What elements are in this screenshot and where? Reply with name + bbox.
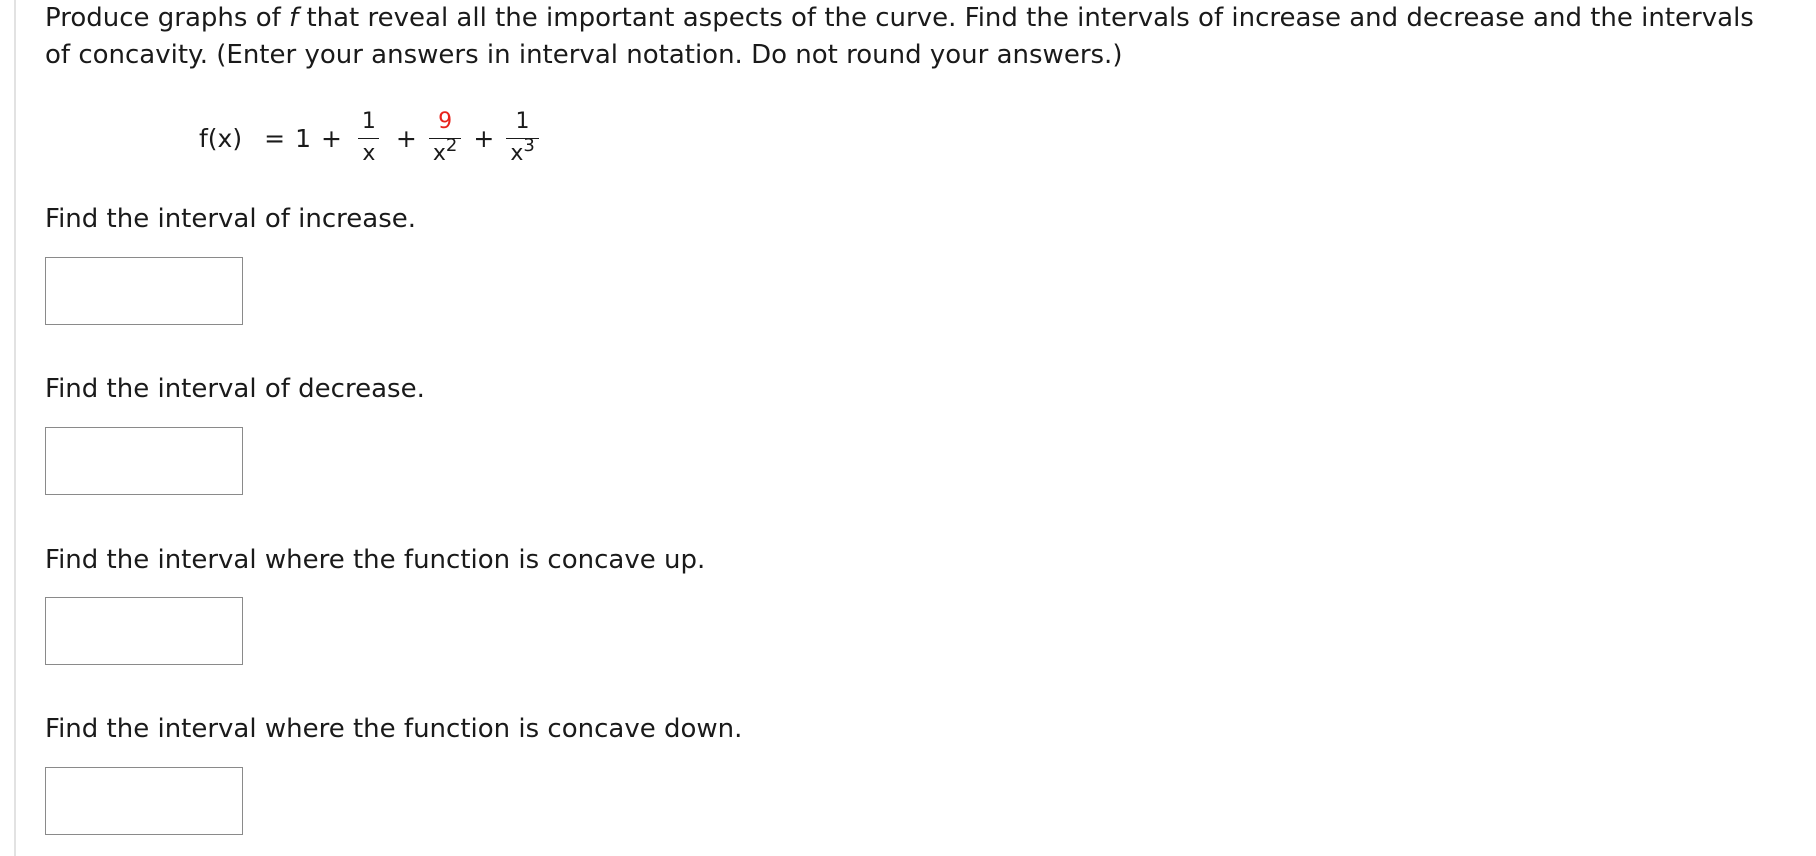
formula-plus: + (395, 123, 417, 153)
term-3-base: x (510, 141, 524, 166)
term-1-denominator (358, 138, 379, 167)
formula-plus: + (473, 123, 495, 153)
concave-down-question-label: Find the interval where the function is concave down. (45, 714, 743, 744)
formula-term-2 (427, 109, 463, 167)
decrease-answer-input[interactable] (45, 427, 243, 495)
term-3-numerator: 1 (515, 109, 530, 134)
concave-up-answer-input[interactable] (45, 597, 243, 665)
concave-down-answer-input[interactable] (45, 767, 243, 835)
decrease-question-label: Find the interval of decrease. (45, 374, 425, 404)
term-2-denominator (429, 135, 461, 167)
prompt-text-end: that reveal all the important aspects of the curve. Find the intervals of increase and decrease and the intervals of concavity. (Enter your answers in interval notation. Do not round your answers.) (45, 3, 1754, 70)
increase-answer-input[interactable] (45, 257, 243, 325)
increase-question-label: Find the interval of increase. (45, 204, 417, 234)
term-1-numerator: 1 (361, 109, 376, 134)
formula-plus: + (320, 123, 342, 153)
term-2-numerator: 9 (438, 109, 453, 134)
prompt-text-start: Produce graphs of (45, 3, 290, 33)
formula-lhs: f(x) (199, 123, 243, 153)
formula-constant: 1 (295, 123, 311, 153)
question-prompt (45, 0, 1785, 74)
prompt-function-variable: f (289, 3, 299, 33)
term-3-exponent: 3 (523, 135, 535, 156)
formula-equals: = (264, 123, 286, 153)
term-2-base: x (432, 141, 446, 166)
formula-term-3 (504, 109, 540, 167)
left-margin-rule (14, 0, 16, 856)
term-2-exponent: 2 (445, 135, 458, 156)
term-1-base: x (362, 141, 376, 166)
function-formula (199, 98, 541, 178)
concave-up-question-label: Find the interval where the function is concave up. (45, 545, 706, 575)
term-3-denominator (506, 135, 538, 167)
formula-term-1 (352, 109, 386, 167)
